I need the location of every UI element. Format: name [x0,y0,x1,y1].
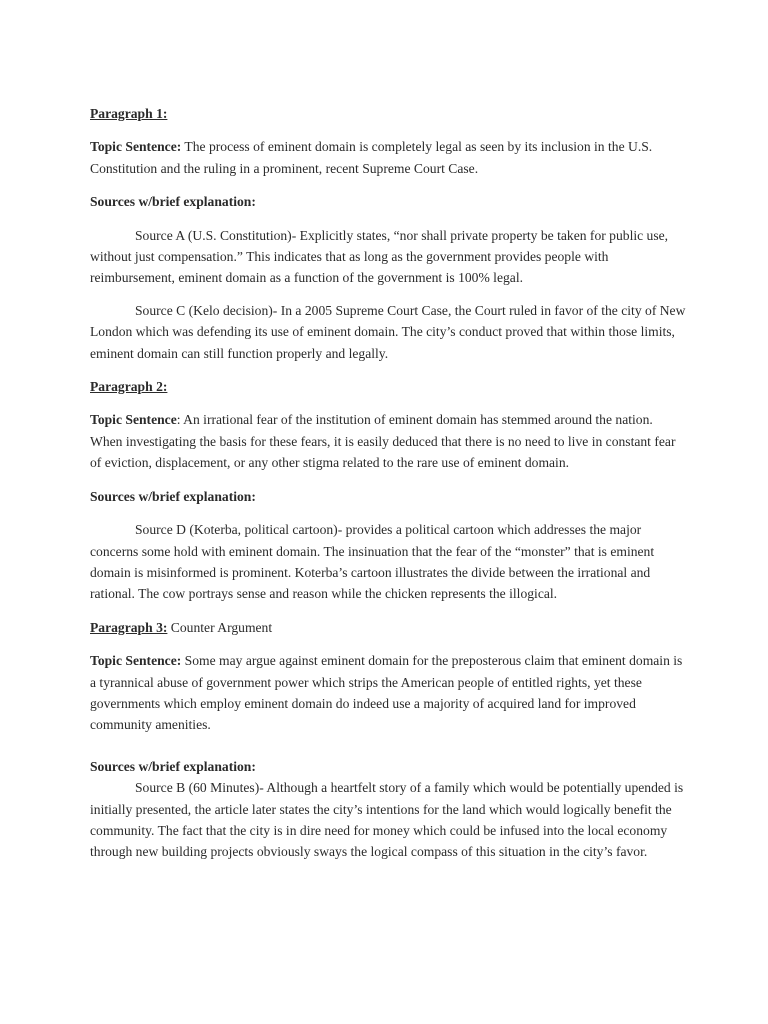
paragraph-2-topic-sentence [90,409,688,473]
source-a-text: Source A (U.S. Constitution)- Explicitly states, “nor shall private property be taken for public use, without just compensation.” This indicates that as long as the government provides people with reimbursement, eminent domain as a function of the government is 100% legal. [90,227,669,286]
source-c-text: Source C (Kelo decision)- In a 2005 Supreme Court Case, the Court ruled in favor of the city of New London which was defending its use of eminent domain. The city’s conduct proved that within those limits, eminent domain can still function properly and legally. [90,302,686,361]
paragraph-1-heading: Paragraph 1: [90,106,168,121]
topic-sentence-text: : An irrational fear of the institution of eminent domain has stemmed around the nation. When investigating the basis for these fears, it is easily deduced that there is no need to live in constant fear of eviction, displacement, or any other stigma related to the rare use of eminent domain. [90,412,676,471]
paragraph-1-sources-label: Sources w/brief explanation: [90,194,256,210]
paragraph-3-heading [90,617,688,638]
paragraph-3-topic-sentence [90,650,688,736]
paragraph-3-sources-label: Sources w/brief explanation: [90,758,256,774]
topic-sentence-label: Topic Sentence: [90,653,182,669]
paragraph-3-heading-label: Paragraph 3: [90,619,168,635]
source-d-text: Source D (Koterba, political cartoon)- provides a political cartoon which addresses the major concerns some hold with eminent domain. The insinuation that the fear of the “monster” that is eminent domain is misinformed is prominent. Koterba’s cartoon illustrates the divide between the irrational and rational. The cow portrays sense and reason while the chicken represents the illogical. [90,522,655,602]
topic-sentence-label: Topic Sentence [90,412,177,428]
paragraph-1-topic-sentence [90,136,688,179]
paragraph-2-sources-label: Sources w/brief explanation: [90,488,256,504]
paragraph-3-heading-suffix: Counter Argument [167,619,273,635]
topic-sentence-text: The process of eminent domain is completely legal as seen by its inclusion in the U.S. Constitution and the ruling in a prominent, recent Supreme Court Case. [90,139,653,176]
topic-sentence-label: Topic Sentence: [90,139,182,155]
source-b-text: Source B (60 Minutes)- Although a heartfelt story of a family which would be potentially upended is initially presented, the article later states the city’s intentions for the land which would logically benefit the community. The fact that the city is in dire need for money which could be infused into the local economy through new building projects obviously sways the logical compass of this situation in the city’s favor. [90,780,684,860]
paragraph-2-heading: Paragraph 2: [90,379,168,395]
topic-sentence-text: Some may argue against eminent domain for the preposterous claim that eminent domain is a tyrannical abuse of government power which strips the American people of entitled rights, yet these governments which employ eminent domain do indeed use a majority of acquired land for improved community amenities. [90,653,683,733]
